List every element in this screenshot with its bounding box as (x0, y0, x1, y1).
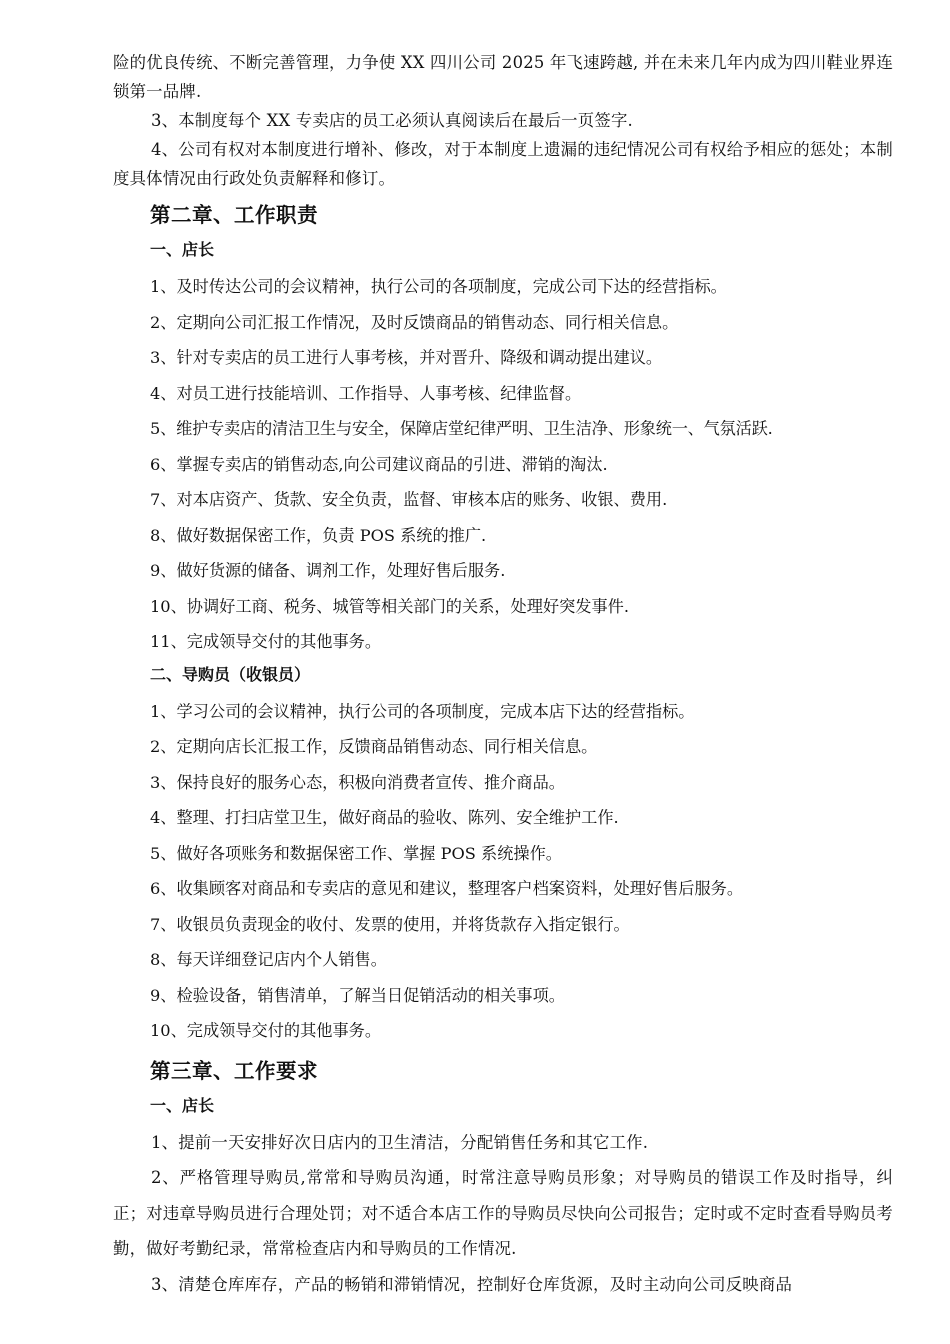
list-item: 7、收银员负责现金的收付、发票的使用，并将货款存入指定银行。 (150, 914, 630, 934)
list-item: 3、保持良好的服务心态，积极向消费者宣传、推介商品。 (150, 772, 565, 792)
chapter-2-manager-heading: 一、店长 (150, 240, 215, 259)
requirement-paragraph-2: 2、严格管理导购员,常常和导购员沟通，时常注意导购员形象；对导购员的错误工作及时指导，纠正；对违章导购员进行合理处罚；对不适合本店工作的导购员尽快向公司报告；定时或不定时查看导购员考勤，做好考勤纪录，常常检查店内和导购员的工作情况. (113, 1168, 893, 1258)
list-item: 10、完成领导交付的其他事务。 (150, 1021, 382, 1040)
list-item: 2、定期向公司汇报工作情况，及时反馈商品的销售动态、同行相关信息。 (150, 312, 679, 332)
list-item: 5、做好各项账务和数据保密工作、掌握 POS 系统操作。 (150, 843, 562, 863)
list-item: 3、针对专卖店的员工进行人事考核，并对晋升、降级和调动提出建议。 (150, 348, 663, 367)
list-item: 9、检验设备，销售清单，了解当日促销活动的相关事项。 (150, 985, 565, 1005)
requirement-paragraph-1: 1、提前一天安排好次日店内的卫生清洁，分配销售任务和其它工作. (151, 1132, 649, 1152)
chapter-2-manager-list (113, 269, 893, 660)
list-item: 10、协调好工商、税务、城管等相关部门的关系，处理好突发事件. (150, 596, 629, 616)
list-item: 4、整理、打扫店堂卫生，做好商品的验收、陈列、安全维护工作. (150, 808, 619, 827)
list-item: 8、每天详细登记店内个人销售。 (150, 950, 387, 969)
list-item: 4、对员工进行技能培训、工作指导、人事考核、纪律监督。 (150, 383, 582, 403)
intro-paragraph-1: 险的优良传统、不断完善管理，力争使 XX 四川公司 2025 年飞速跨越, 并在未来几年内成为四川鞋业界连锁第一品牌. (113, 53, 893, 101)
intro-paragraph-3: 4、公司有权对本制度进行增补、修改，对于本制度上遗漏的违纪情况公司有权给予相应的惩处；本制度具体情况由行政处负责解释和修订。 (113, 140, 893, 188)
list-item: 6、收集顾客对商品和专卖店的意见和建议，整理客户档案资料，处理好售后服务。 (150, 879, 744, 898)
list-item: 2、定期向店长汇报工作，反馈商品销售动态、同行相关信息。 (150, 737, 598, 756)
list-item: 1、及时传达公司的会议精神，执行公司的各项制度，完成公司下达的经营指标。 (150, 277, 727, 296)
list-item: 1、学习公司的会议精神，执行公司的各项制度，完成本店下达的经营指标。 (150, 701, 695, 721)
list-item: 5、维护专卖店的清洁卫生与安全，保障店堂纪律严明、卫生洁净、形象统一、气氛活跃. (150, 419, 773, 438)
chapter-3-manager-heading: 一、店长 (150, 1095, 215, 1115)
intro-paragraph-2: 3、本制度每个 XX 专卖店的员工必须认真阅读后在最后一页签字. (151, 111, 633, 130)
list-item: 7、对本店资产、货款、安全负责，监督、审核本店的账务、收银、费用. (150, 490, 668, 509)
document-page (113, 48, 893, 1302)
intro-block (113, 48, 893, 193)
chapter-3-title: 第三章、工作要求 (150, 1058, 318, 1083)
chapter-3-requirements (113, 1125, 893, 1303)
list-item: 9、做好货源的储备、调剂工作，处理好售后服务. (150, 561, 506, 580)
chapter-2-title: 第二章、工作职责 (150, 203, 318, 227)
requirement-paragraph-3: 3、清楚仓库库存，产品的畅销和滞销情况，控制好仓库货源，及时主动向公司反映商品 (151, 1274, 793, 1294)
chapter-2-guide-heading: 二、导购员（收银员） (150, 664, 311, 684)
list-item: 8、做好数据保密工作，负责 POS 系统的推广. (150, 525, 487, 545)
chapter-2-guide-list (113, 694, 893, 1049)
list-item: 11、完成领导交付的其他事务。 (150, 632, 382, 651)
list-item: 6、掌握专卖店的销售动态,向公司建议商品的引进、滞销的淘汰. (150, 454, 608, 474)
